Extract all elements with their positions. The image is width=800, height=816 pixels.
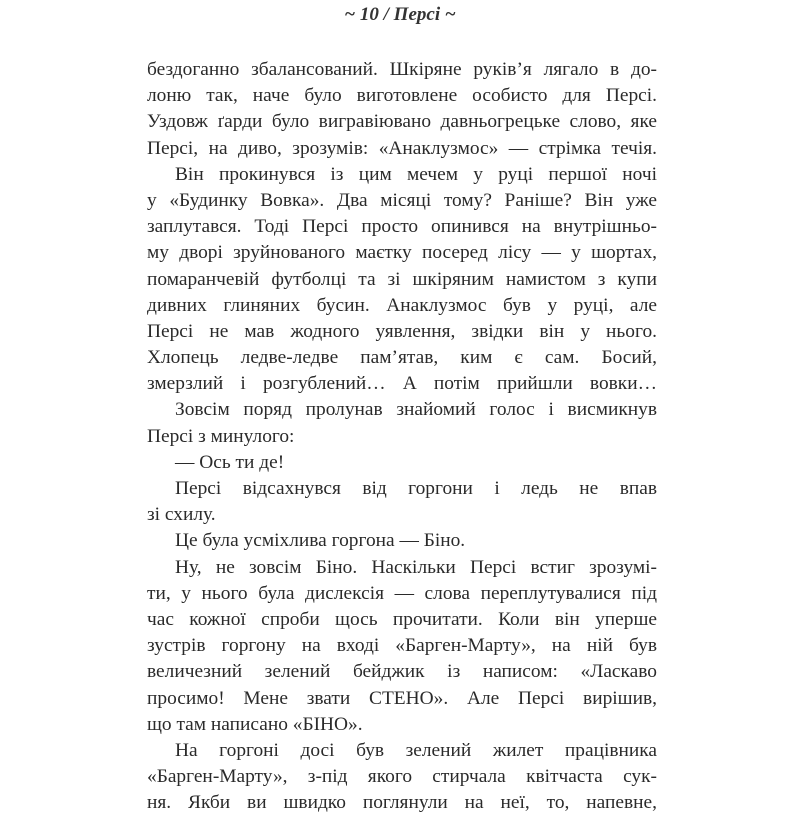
text-line: Персі з минулого:	[147, 425, 295, 447]
text-line: Хлопець ледве-ледве пам’ятав, ким є сам. Босий,	[147, 347, 657, 369]
text-line: — Ось ти де!	[175, 451, 285, 473]
text-line: просимо! Мене звати СТЕНО». Але Персі вирішив,	[147, 687, 657, 709]
text-line: час кожної спроби щось прочитати. Коли він уперше	[147, 608, 657, 630]
text-line: Уздовж ґарди було вигравіювано давньогрецьке слово, яке	[147, 111, 657, 133]
text-line: На горгоні досі був зелений жилет працівника	[175, 739, 657, 761]
text-line: дивних глиняних бусин. Анаклузмос був у руці, але	[147, 294, 657, 316]
text-line: величезний зелений бейджик із написом: «Ласкаво	[147, 661, 657, 683]
text-line: бездоганно збалансований. Шкіряне руків’я лягало в до-	[147, 59, 657, 80]
text-line: ня. Якби ви швидко поглянули на неї, то, напевне,	[147, 792, 657, 814]
text-line: зі схилу.	[147, 504, 216, 526]
running-head: ~ 10 / Персі ~	[344, 4, 456, 25]
text-line: помаранчевій футболці та зі шкіряним намистом з купи	[147, 268, 657, 290]
text-line: що там написано «БІНО».	[147, 713, 363, 735]
text-line: Персі, на диво, зрозумів: «Анаклузмос» — стрімка течія.	[147, 137, 657, 159]
text-line: Персі не мав жодного уявлення, звідки він у нього.	[147, 320, 657, 342]
text-line: зустрів горгону на вході «Барген-Марту», на ній був	[147, 635, 657, 657]
text-line: лоню так, наче було виготовлене особисто для Персі.	[147, 85, 657, 107]
text-line: змерзлий і розгублений… А потім прийшли вовки…	[147, 373, 657, 395]
text-line: у «Будинку Вовка». Два місяці тому? Раніше? Він уже	[147, 189, 657, 211]
text-line: Персі відсахнувся від горгони і ледь не впав	[175, 478, 657, 499]
text-line: Зовсім поряд пролунав знайомий голос і висмикнув	[175, 399, 657, 421]
text-line: Ну, не зовсім Біно. Наскільки Персі встиг зрозумі-	[175, 556, 657, 578]
text-line: заплутався. Тоді Персі просто опинився на внутрішньо-	[147, 216, 657, 238]
body-text	[147, 57, 657, 816]
text-line: му дворі зруйнованого маєтку посеред лісу — у шортах,	[147, 242, 657, 264]
text-line: «Барген-Марту», з-під якого стирчала квітчаста сук-	[147, 766, 657, 788]
text-line: ти, у нього була дислексія — слова переплутувалися під	[147, 582, 657, 604]
text-line: Він прокинувся із цим мечем у руці першої ночі	[175, 163, 657, 185]
text-line: Це була усміхлива горгона — Біно.	[175, 530, 466, 552]
